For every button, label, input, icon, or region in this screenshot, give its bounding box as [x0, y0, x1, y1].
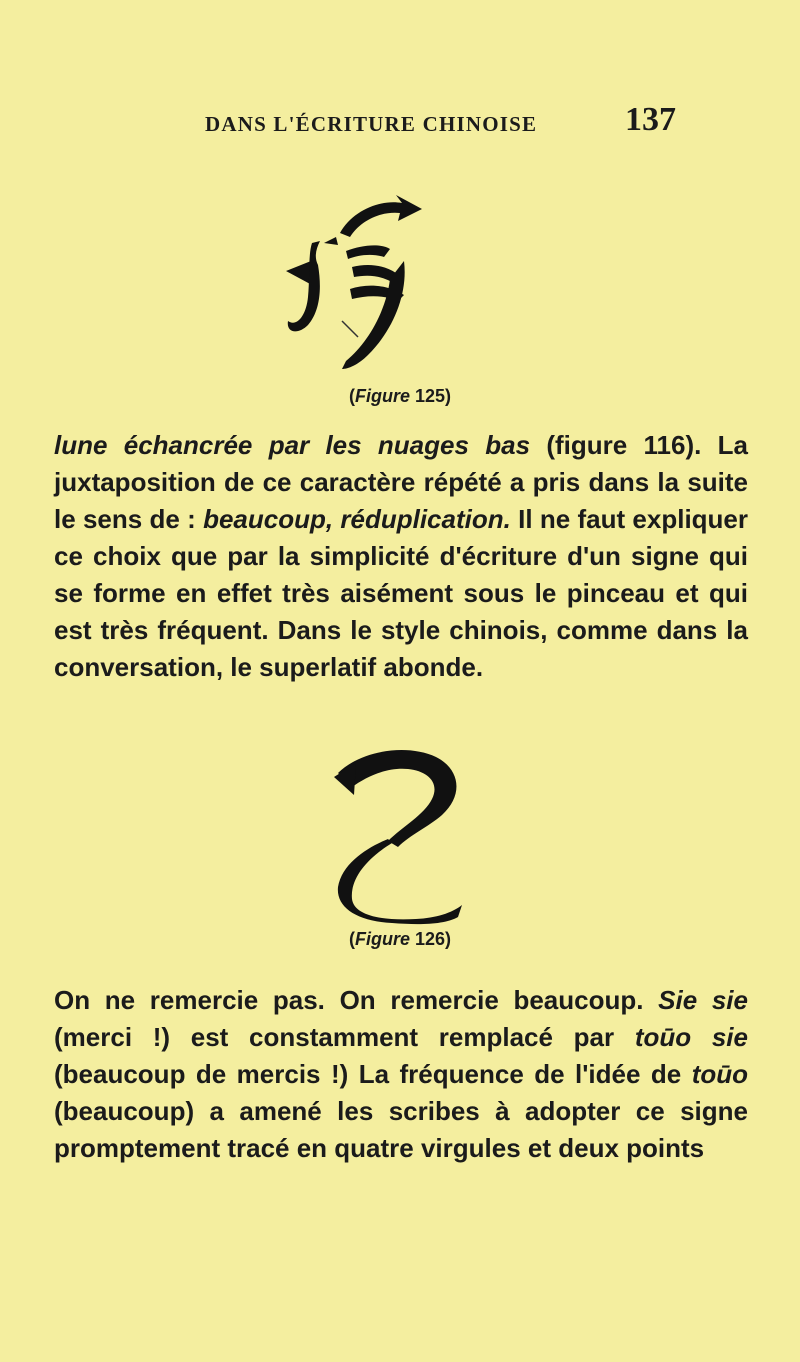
figure-126-character [332, 743, 468, 925]
figure-126-caption [0, 929, 800, 950]
p1-italic-3: beaucoup, réduplication. [203, 504, 511, 534]
paragraph-2-text [54, 982, 748, 1167]
figure-125-caption-label: Figure [354, 386, 410, 406]
running-title: DANS L'ÉCRITURE CHINOISE [205, 112, 538, 136]
p2-text-7: (beaucoup) a amené les scribes à adopter ce signe promptement tracé en quatre virgules et deux points [54, 1096, 748, 1163]
paragraph-1-text [54, 427, 748, 686]
page-number: 137 [625, 101, 676, 138]
p2-text-3: (merci !) est constamment remplacé par [54, 1022, 635, 1052]
p2-italic-2: Sie sie [658, 985, 748, 1015]
p1-italic-1: lune échancrée par les nuages bas [54, 430, 531, 460]
paragraph-2 [54, 982, 748, 1167]
figure-125-caption [0, 386, 800, 407]
figure-126-glyph-svg [332, 743, 468, 925]
p2-text-1: On ne remercie pas. On remercie beaucoup. [54, 985, 659, 1015]
figure-125-caption-open: ( [348, 386, 355, 406]
p1-text-2: (figure 116). La juxtaposition de ce caractère répété a pris dans la suite le sens de : [54, 430, 748, 534]
p2-text-5: (beaucoup de mercis !) La fréquence de l'idée de [54, 1059, 692, 1089]
figure-125-caption-number: 125 [409, 386, 446, 406]
figure-126-caption-close: ) [445, 929, 452, 949]
paragraph-1 [54, 427, 748, 686]
p2-italic-6: toūo [691, 1059, 748, 1089]
p1-text-4: Il ne faut expliquer ce choix que par la simplicité d'écriture d'un signe qui se forme en effet très aisément sous le pinceau et qui est très fréquent. Dans le style chinois, comme dans la conversation, le superlatif abonde. [54, 504, 749, 682]
figure-126-caption-number: 126 [409, 929, 446, 949]
figure-125-glyph-svg [272, 193, 428, 373]
figure-126-caption-open: ( [348, 929, 355, 949]
figure-125-caption-close: ) [445, 386, 452, 406]
figure-126-caption-label: Figure [354, 929, 410, 949]
figure-125-character [272, 193, 428, 373]
p2-italic-4: toūo sie [634, 1022, 748, 1052]
